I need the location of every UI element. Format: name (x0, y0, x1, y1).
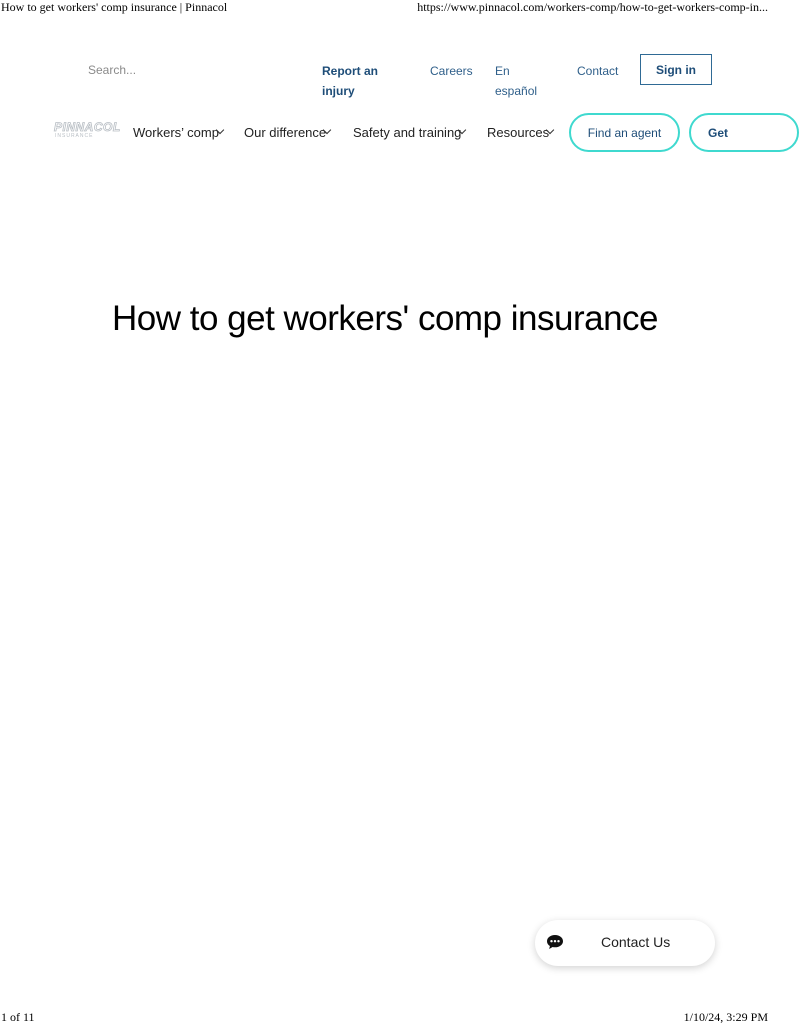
pinnacol-logo[interactable] (54, 121, 126, 143)
find-agent-button[interactable]: Find an agent (569, 113, 680, 152)
print-footer-date: 1/10/24, 3:29 PM (683, 1010, 768, 1024)
print-footer-page: 1 of 11 (1, 1010, 35, 1024)
nav-item-workers-comp[interactable] (133, 122, 223, 142)
nav-item-label: Our difference (244, 124, 327, 140)
sign-in-button[interactable]: Sign in (640, 54, 712, 85)
nav-item-resources[interactable] (487, 122, 553, 142)
logo-subtitle: INSURANCE (55, 133, 94, 139)
nav-item-label: Safety and training (353, 124, 462, 140)
print-header-url: https://www.pinnacol.com/workers-comp/how-to-get-workers-comp-in... (417, 0, 768, 14)
contact-us-button[interactable] (535, 920, 715, 966)
nav-item-label: Workers’ comp (133, 124, 219, 140)
nav-item-label: Resources (487, 124, 550, 140)
contact-us-label: Contact Us (601, 934, 671, 950)
logo-wordmark: PINNACOL (54, 120, 121, 134)
nav-item-safety-training[interactable] (353, 122, 465, 142)
spanish-link[interactable]: En español (495, 64, 538, 98)
print-header-title: How to get workers' comp insurance | Pinnacol (1, 0, 228, 14)
careers-link[interactable]: Careers (430, 64, 473, 78)
page-title: How to get workers' comp insurance (111, 299, 659, 338)
nav-item-our-difference[interactable] (244, 122, 330, 142)
chat-bubble-icon (546, 934, 564, 950)
search-box[interactable] (80, 55, 295, 85)
quote-button-clip (689, 113, 729, 152)
report-injury-link[interactable]: Report an injury (322, 64, 379, 98)
contact-link[interactable]: Contact (577, 64, 619, 78)
get-quote-button[interactable]: Get (689, 113, 799, 152)
search-input[interactable] (80, 62, 295, 78)
